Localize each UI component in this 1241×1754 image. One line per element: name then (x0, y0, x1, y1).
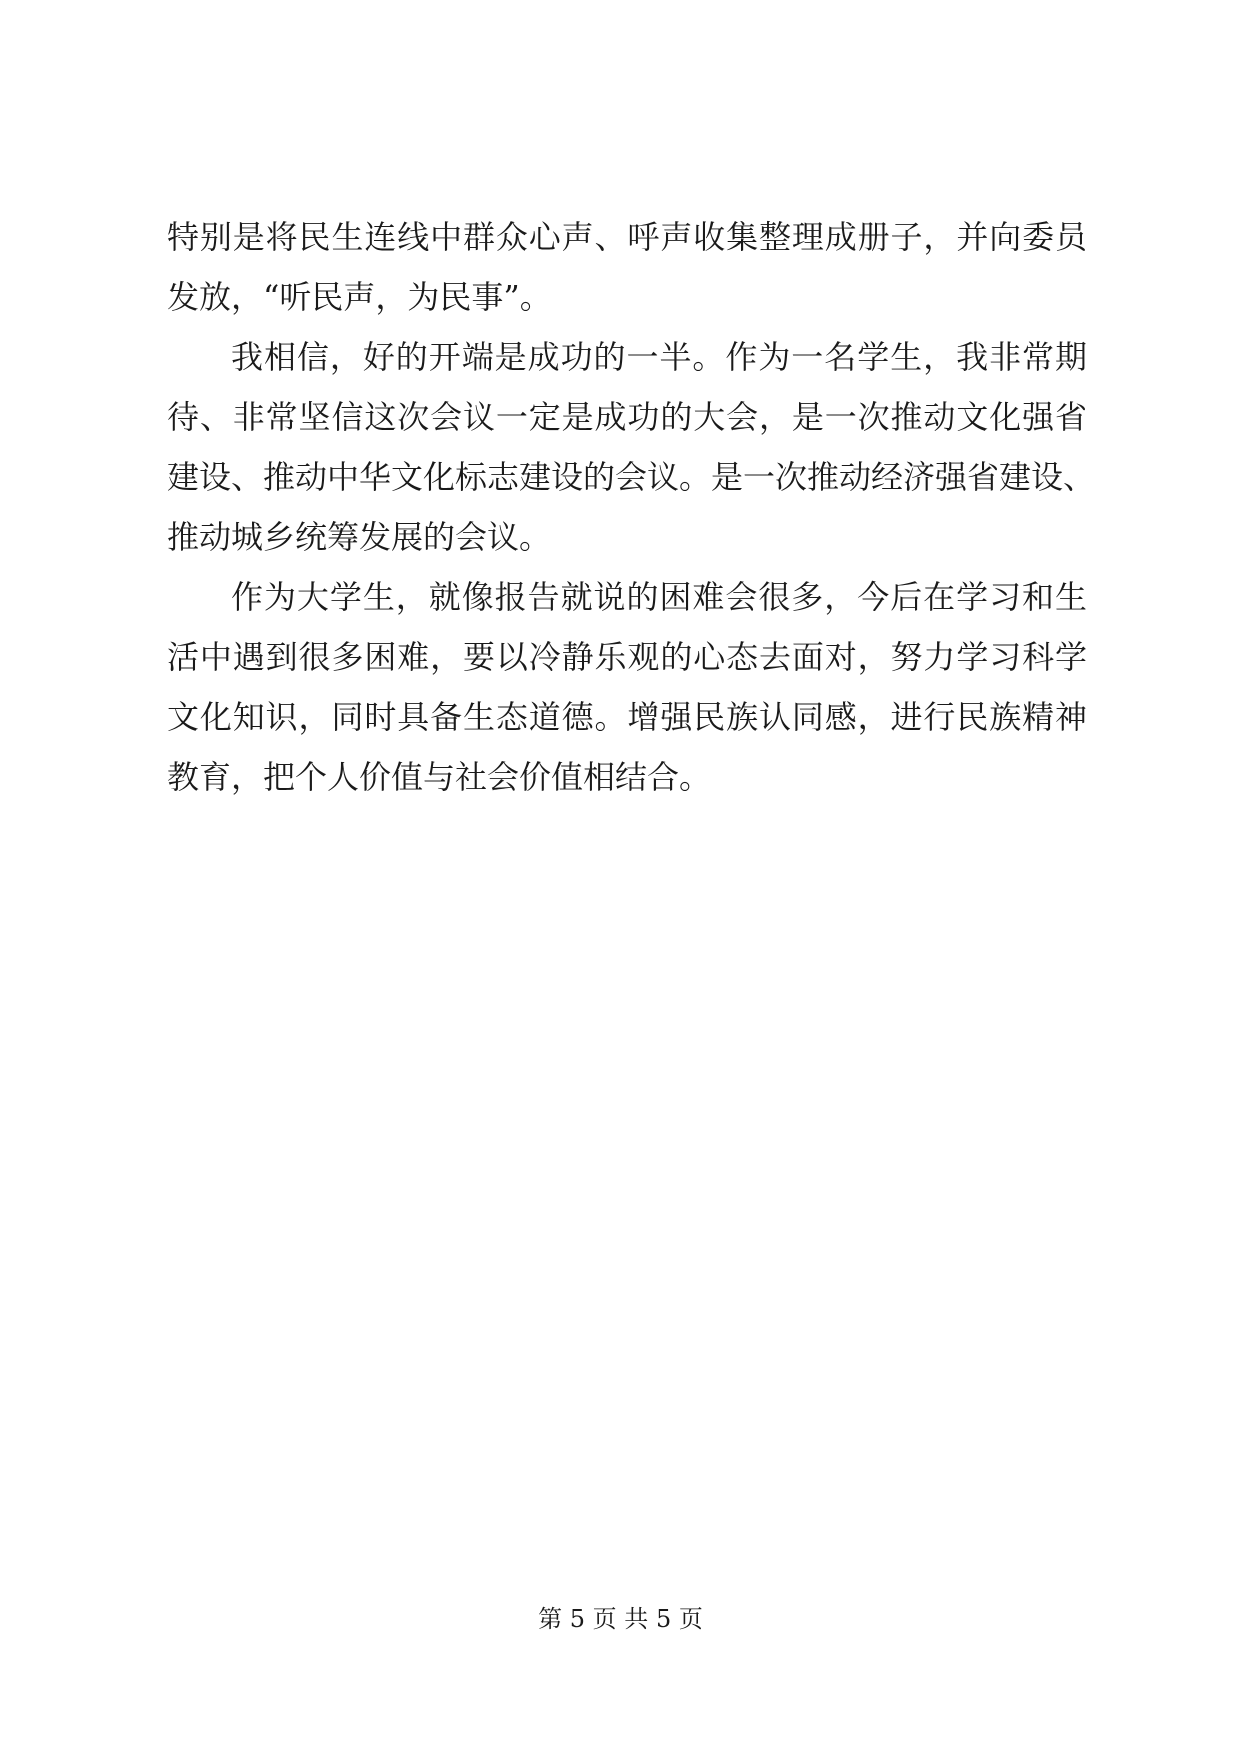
text-line: 教育，把个人价值与社会价值相结合。 (167, 758, 712, 796)
text-line: 作为大学生，就像报告就说的困难会很多，今后在学习和生 (231, 578, 1087, 616)
text-line: 建设、推动中华文化标志建设的会议。是一次推动经济强省建设、 (167, 458, 1096, 496)
text-line: 发放，“听民声，为民事”。 (167, 278, 552, 316)
text-line: 推动城乡统筹发展的会议。 (167, 518, 552, 556)
page-number-footer: 第 5 页 共 5 页 (538, 1605, 703, 1633)
text-line: 待、非常坚信这次会议一定是成功的大会，是一次推动文化强省 (167, 398, 1087, 436)
body-text (167, 207, 1096, 807)
text-line: 我相信，好的开端是成功的一半。作为一名学生，我非常期 (231, 338, 1087, 376)
text-line: 特别是将民生连线中群众心声、呼声收集整理成册子，并向委员 (167, 218, 1087, 256)
text-line: 活中遇到很多困难，要以冷静乐观的心态去面对，努力学习科学 (167, 638, 1087, 676)
text-line: 文化知识，同时具备生态道德。增强民族认同感，进行民族精神 (167, 698, 1087, 736)
